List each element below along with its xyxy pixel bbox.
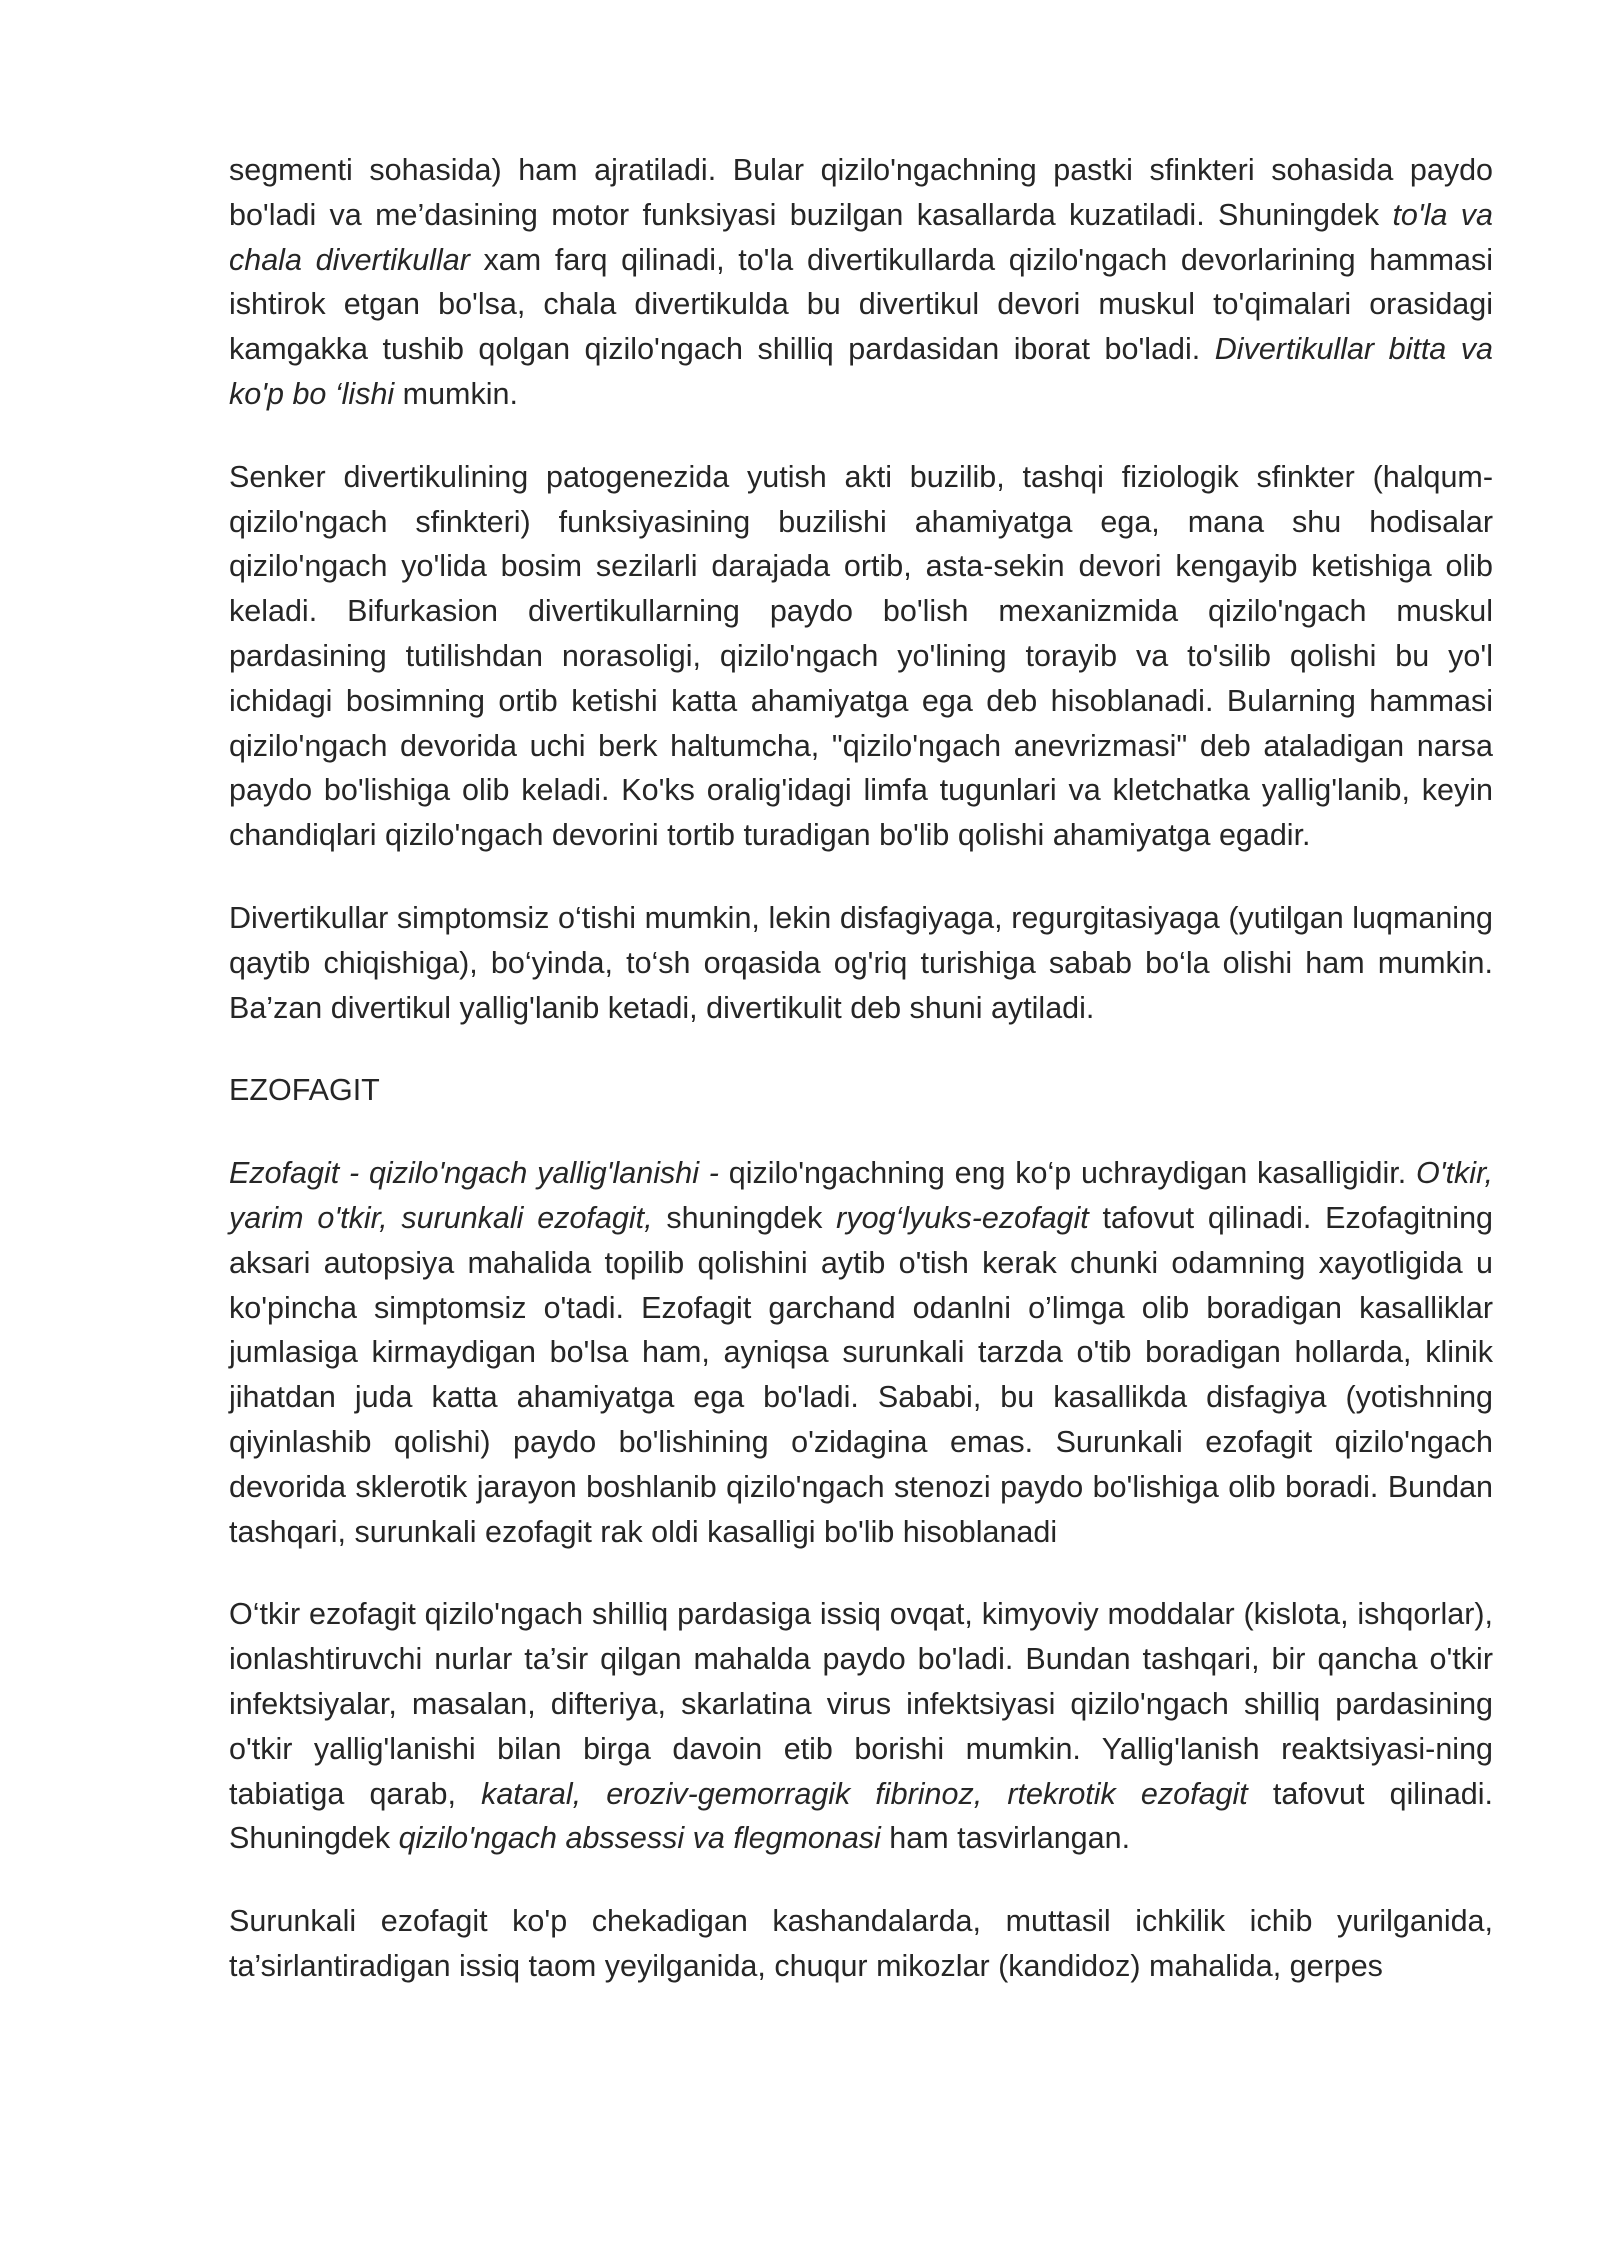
text-run: xam farq qilinadi, to'la divertikullarda qizilo'ngach devorlarining hammasi ishtirok etgan bo'lsa, chala divertikulda bu divertikul devori muskul to'qimalari orasidagi kamgakka tushib qolgan qizilo'ngach shilliq pardasidan iborat bo'ladi. xyxy=(229,242,1493,367)
italic-text-run: ryog‘lyuks-ezofagit xyxy=(836,1200,1089,1235)
text-run: shuningdek xyxy=(652,1200,837,1235)
text-run: segmenti sohasida) ham ajratiladi. Bular qizilo'ngachning pastki sfinkteri sohasida paydo bo'ladi va me’dasining motor funksiyasi buzilgan kasallarda kuzatiladi. Shuningdek xyxy=(229,153,1493,232)
italic-text-run: qizilo'ngach abssessi va flegmonasi xyxy=(398,1821,881,1856)
text-run: Surunkali ezofagit ko'p chekadigan kashandalarda, muttasil ichkilik ichib yurilganida, ta’sirlantiradigan issiq taom yeyilganida, chuqur mikozlar (kandidoz) mahalida, gerpes xyxy=(229,1904,1493,1983)
italic-text-run: Divertikullar bitta va ko'p bo ‘lishi xyxy=(229,332,1493,411)
italic-text-run: to'la va chala divertikullar xyxy=(229,197,1493,277)
text-run: mumkin. xyxy=(394,376,518,411)
italic-text-run: kataral, eroziv-gemorragik fibrinoz, rtekrotik ezofagit xyxy=(481,1776,1248,1811)
text-run: tafovut qilinadi. Shuningdek xyxy=(229,1776,1493,1856)
text-run: O‘tkir ezofagit qizilo'ngach shilliq pardasiga issiq ovqat, kimyoviy moddalar (kislota, ishqorlar), ionlashtiruvchi nurlar ta’sir qilgan mahalda paydo bo'ladi. Bundan tashqari, bir qancha o'tkir infektsiyalar, masalan, difteriya, skarlatina virus infektsiyasi qizilo'ngach shilliq pardasining o'tkir yallig'lanishi bilan birga davoin etib borishi mumkin. Yallig'lanish reaktsiyasi-ning tabiatiga qarab, xyxy=(229,1597,1493,1811)
text-run: qizilo'ngachning eng ko‘p uchraydigan kasalligidir. xyxy=(718,1156,1417,1191)
paragraph-divertikul-symptoms xyxy=(229,896,1493,1030)
section-heading-ezofagit: EZOFAGIT xyxy=(229,1073,380,1108)
paragraph-ezofagit-definition xyxy=(229,1151,1493,1554)
paragraph-chronic-ezofagit xyxy=(229,1899,1493,1989)
text-run: Senker divertikulining patogenezida yutish akti buzilib, tashqi fiziologik sfinkter (halqum-qizilo'ngach sfinkteri) funksiyasining buzilishi ahamiyatga ega, mana shu hodisalar qizilo'ngach yo'lida bosim sezilarli darajada ortib, asta-sekin devori kengayib ketishiga olib keladi. Bifurkasion divertikullarning paydo bo'lish mexanizmida qizilo'ngach muskul pardasining tutilishdan norasoligi, qizilo'ngach yo'lining torayib va to'silib qolishi bu yo'l ichidagi bosimning ortib ketishi katta ahamiyatga ega deb hisoblanadi. Bularning hammasi qizilo'ngach devorida uchi berk haltumcha, "qizilo'ngach anevrizmasi" deb ataladigan narsa paydo bo'lishiga olib keladi. Ko'ks oralig'idagi limfa tugunlari va kletchatka yallig'lanib, keyin chandiqlari qizilo'ngach devorini tortib turadigan bo'lib qolishi ahamiyatga egadir. xyxy=(229,459,1493,853)
paragraph-senker-pathogenesis xyxy=(229,455,1493,858)
paragraph-divertikul-types xyxy=(229,148,1493,417)
italic-text-run: O'tkir, yarim o'tkir, surunkali ezofagit, xyxy=(229,1156,1494,1235)
text-run: ham tasvirlangan. xyxy=(880,1821,1131,1856)
text-run: tafovut qilinadi. Ezofagitning aksari autopsiya mahalida topilib qolishini aytib o'tish kerak chunki odamning xayotligida u ko'pincha simptomsiz o'tadi. Ezofagit garchand odanlni o’limga olib boradigan kasalliklar jumlasiga kirmaydigan bo'lsa ham, ayniqsa surunkali tarzda o'tib boradigan hollarda, klinik jihatdan juda katta ahamiyatga ega bo'ladi. Sababi, bu kasallikda disfagiya (yotishning qiyinlashib qolishi) paydo bo'lishining o'zidagina emas. Surunkali ezofagit qizilo'ngach devorida sklerotik jarayon boshlanib qizilo'ngach stenozi paydo bo'lishiga olib boradi. Bundan tashqari, surunkali ezofagit rak oldi kasalligi bo'lib hisoblanadi xyxy=(229,1200,1494,1549)
document-page xyxy=(229,148,1493,2027)
italic-text-run: Ezofagit - qizilo'ngach yallig'lanishi - xyxy=(229,1156,719,1191)
paragraph-acute-ezofagit xyxy=(229,1592,1493,1861)
text-run: Divertikullar simptomsiz o‘tishi mumkin, lekin disfagiyaga, regurgitasiyaga (yutilgan luqmaning qaytib chiqishiga), bo‘yinda, to‘sh orqasida og'riq turishiga sabab bo‘la olishi ham mumkin. Ba’zan divertikul yallig'lanib ketadi, divertikulit deb shuni aytiladi. xyxy=(229,900,1493,1025)
